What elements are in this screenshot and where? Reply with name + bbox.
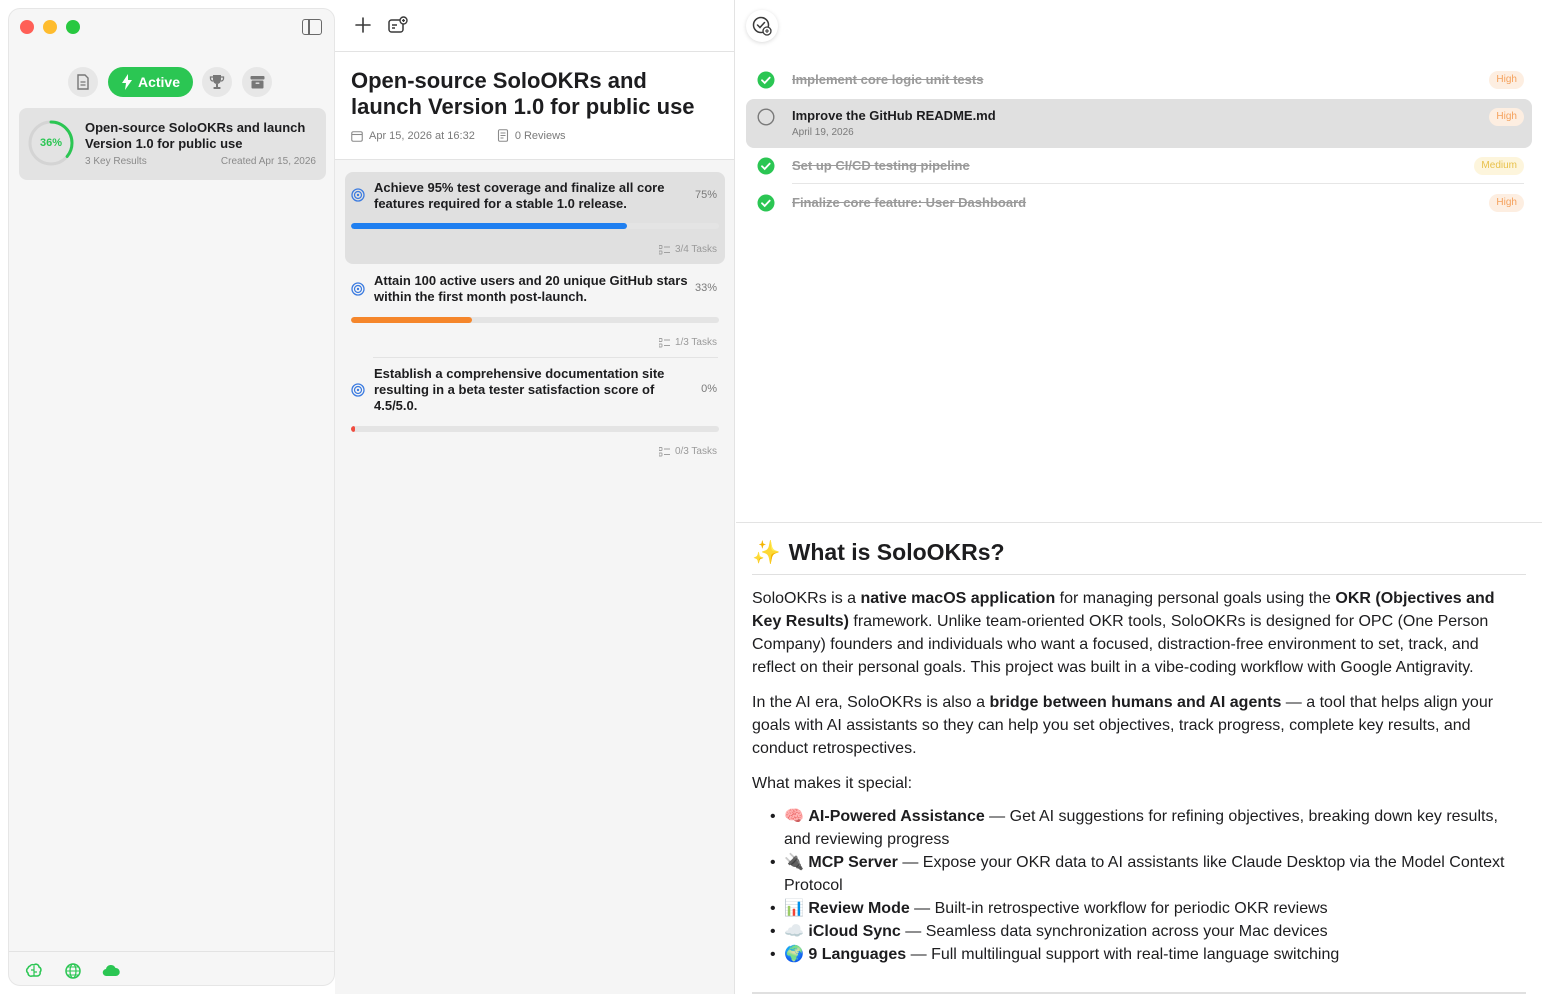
readme-heading-text: What is SoloOKRs? bbox=[788, 539, 1005, 565]
task-detail-pane bbox=[736, 0, 1542, 994]
objective-key-results-count: 3 Key Results bbox=[85, 156, 147, 167]
close-window-button[interactable] bbox=[20, 20, 34, 34]
task-row[interactable] bbox=[746, 99, 1532, 148]
objective-progress-label: 36% bbox=[39, 137, 63, 149]
objective-list-item[interactable] bbox=[19, 108, 326, 180]
feature-item: • 🔌 MCP Server — Expose your OKR data to AI assistants like Claude Desktop via the Model Context Protocol bbox=[770, 851, 1526, 897]
key-result-progress-fill bbox=[351, 317, 472, 323]
check-badge-icon bbox=[752, 16, 772, 36]
divider bbox=[792, 183, 1524, 184]
detail-toolbar bbox=[335, 0, 734, 52]
checkmark-circle-icon[interactable] bbox=[757, 157, 775, 175]
cloud-icon[interactable] bbox=[102, 962, 120, 980]
key-result-tasks-count: 3/4 Tasks bbox=[674, 244, 717, 255]
key-result-percent: 33% bbox=[694, 282, 717, 294]
feature-list bbox=[752, 805, 1526, 966]
sidebar bbox=[8, 8, 335, 986]
sidebar-footer bbox=[9, 951, 334, 987]
feature-emoji: 🧠 bbox=[784, 808, 804, 825]
task-due-date: April 19, 2026 bbox=[792, 127, 854, 138]
key-result-text: Establish a comprehensive documentation site resulting in a beta tester satisfaction score of 4.5/5.0. bbox=[374, 366, 665, 413]
key-result-percent: 0% bbox=[701, 383, 717, 395]
review-doc-icon bbox=[497, 129, 509, 142]
objective-meta bbox=[351, 129, 566, 142]
feature-emoji: 📊 bbox=[784, 900, 804, 917]
filter-drafts-button[interactable] bbox=[68, 67, 98, 97]
key-result-item[interactable] bbox=[345, 266, 725, 356]
task-list-icon bbox=[659, 447, 670, 457]
task-title: Improve the GitHub README.md bbox=[792, 108, 996, 123]
key-result-tasks-count: 0/3 Tasks bbox=[674, 446, 717, 457]
readme-paragraph: SoloOKRs is a native macOS application for managing personal goals using the OKR (Objectives and Key Results) framework. Unlike team-oriented OKR tools, SoloOKRs is designed for OPC (One Person Company) founders and individuals who want a focused, distraction-free environment to set, track, and reflect on their personal goals. This project was built in a vibe-coding workflow with Google Antigravity. bbox=[752, 590, 1495, 676]
empty-circle-icon[interactable] bbox=[757, 108, 775, 126]
feature-item: • ☁️ iCloud Sync — Seamless data synchronization across your Mac devices bbox=[770, 920, 1526, 943]
task-title: Set up CI/CD testing pipeline bbox=[792, 158, 970, 173]
key-result-item[interactable] bbox=[345, 172, 725, 264]
priority-badge: Medium bbox=[1474, 157, 1524, 175]
objective-list-item-title: Open-source SoloOKRs and launch Version 1.0 for public use bbox=[85, 120, 306, 151]
key-result-progress-fill bbox=[351, 223, 627, 229]
task-row[interactable] bbox=[746, 185, 1532, 221]
calendar-icon bbox=[351, 130, 363, 142]
add-key-result-button[interactable] bbox=[381, 8, 415, 42]
objective-date: Apr 15, 2026 at 16:32 bbox=[369, 129, 475, 142]
priority-badge: High bbox=[1489, 71, 1524, 89]
feature-item: • 🌍 9 Languages — Full multilingual support with real-time language switching bbox=[770, 943, 1526, 966]
key-result-text: Attain 100 active users and 20 unique GitHub stars within the first month post-launch. bbox=[374, 273, 688, 304]
key-result-tasks-count: 1/3 Tasks bbox=[674, 337, 717, 348]
feature-emoji: ☁️ bbox=[784, 923, 804, 940]
readme-heading bbox=[752, 539, 1526, 575]
sparkles-icon: ✨ bbox=[752, 539, 781, 565]
key-result-progress-bar bbox=[351, 426, 719, 432]
objective-detail-pane bbox=[335, 0, 735, 994]
objective-created-date: Created Apr 15, 2026 bbox=[220, 156, 316, 167]
key-result-item[interactable] bbox=[345, 359, 725, 465]
plus-icon bbox=[355, 17, 371, 33]
filter-archived-button[interactable] bbox=[242, 67, 272, 97]
task-row[interactable] bbox=[746, 62, 1532, 98]
task-status-button[interactable] bbox=[746, 10, 778, 42]
doc-icon bbox=[76, 74, 90, 90]
filter-achieved-button[interactable] bbox=[202, 67, 232, 97]
key-result-tasks bbox=[659, 446, 717, 457]
checkmark-circle-icon[interactable] bbox=[757, 71, 775, 89]
brain-icon[interactable] bbox=[25, 962, 43, 980]
readme-paragraph: What makes it special: bbox=[752, 775, 913, 792]
objective-title[interactable]: Open-source SoloOKRs and launch Version 1.0 for public use bbox=[351, 68, 695, 119]
feature-emoji: 🌍 bbox=[784, 946, 804, 963]
key-result-text: Achieve 95% test coverage and finalize all core features required for a stable 1.0 release. bbox=[374, 180, 665, 211]
target-icon bbox=[351, 188, 365, 202]
bolt-icon bbox=[121, 74, 133, 90]
task-list-icon bbox=[659, 245, 670, 255]
readme-paragraph: In the AI era, SoloOKRs is also a bridge between humans and AI agents — a tool that helps align your goals with AI assistants so they can help you set objectives, track progress, complete key results, and conduct retrospectives. bbox=[752, 694, 1494, 757]
objective-reviews-count: 0 Reviews bbox=[514, 129, 566, 142]
feature-item: • 📊 Review Mode — Built-in retrospective workflow for periodic OKR reviews bbox=[770, 897, 1526, 920]
checkmark-circle-icon[interactable] bbox=[757, 194, 775, 212]
filter-active-button[interactable] bbox=[108, 67, 193, 97]
key-result-tasks bbox=[659, 337, 717, 348]
minimize-window-button[interactable] bbox=[43, 20, 57, 34]
priority-badge: High bbox=[1489, 194, 1524, 212]
readme-preview bbox=[736, 522, 1542, 994]
objective-header bbox=[335, 52, 734, 160]
task-title: Implement core logic unit tests bbox=[792, 72, 984, 87]
target-icon bbox=[351, 383, 365, 397]
key-result-progress-bar bbox=[351, 223, 719, 229]
task-title: Finalize core feature: User Dashboard bbox=[792, 195, 1027, 210]
add-panel-icon bbox=[388, 16, 408, 34]
feature-item: • 🧠 AI-Powered Assistance — Get AI suggestions for refining objectives, breaking down key results, and reviewing progress bbox=[770, 805, 1526, 851]
divider bbox=[373, 357, 718, 358]
target-icon bbox=[351, 282, 365, 296]
trophy-icon bbox=[209, 74, 225, 90]
add-button[interactable] bbox=[346, 8, 380, 42]
zoom-window-button[interactable] bbox=[66, 20, 80, 34]
feature-emoji: 🔌 bbox=[784, 854, 804, 871]
key-result-progress-bar bbox=[351, 317, 719, 323]
key-result-percent: 75% bbox=[694, 189, 717, 201]
task-list-icon bbox=[659, 338, 670, 348]
priority-badge: High bbox=[1489, 108, 1524, 126]
key-result-progress-fill bbox=[351, 426, 355, 432]
key-result-tasks bbox=[659, 244, 717, 255]
archive-icon bbox=[250, 75, 265, 89]
filter-active-label: Active bbox=[137, 74, 181, 90]
globe-icon[interactable] bbox=[64, 962, 82, 980]
task-row[interactable] bbox=[746, 148, 1532, 184]
sidebar-toggle-icon[interactable] bbox=[302, 19, 322, 35]
